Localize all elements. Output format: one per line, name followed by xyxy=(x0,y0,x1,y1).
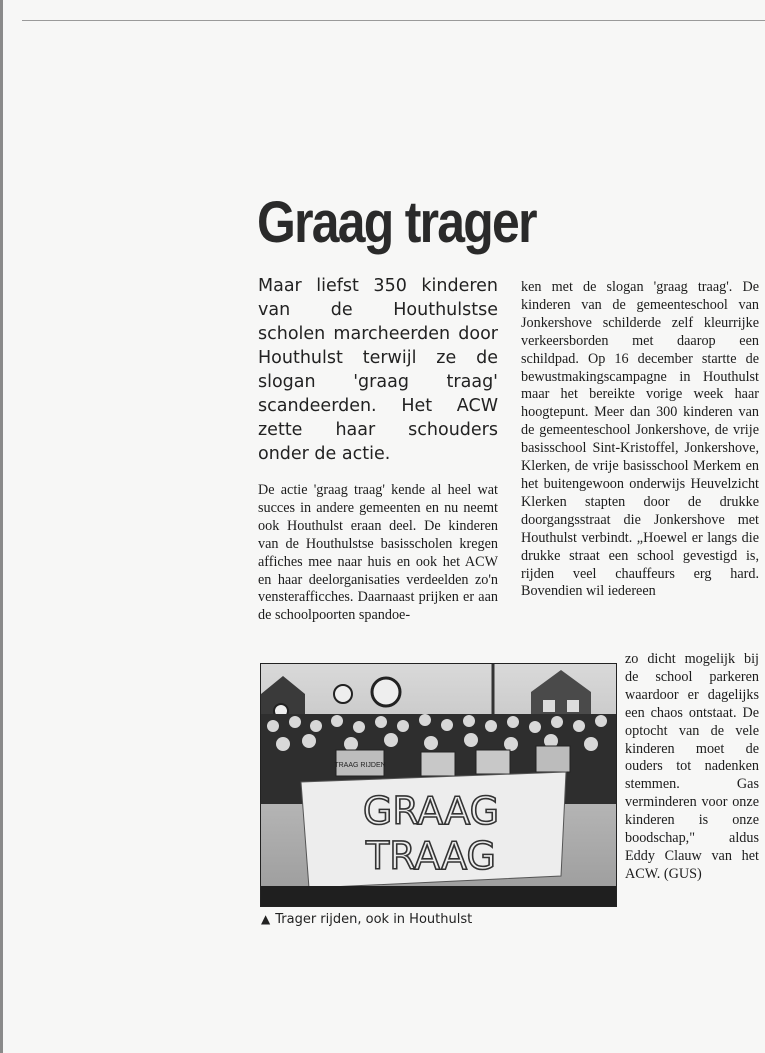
article-photo xyxy=(260,663,617,907)
headline: Graag trager xyxy=(257,190,536,255)
body-column-right-continued: zo dicht mogelijk bij de school parkeren waardoor er dagelijks een chaos ontstaat. De optocht van de vele kinderen moet de ouders tot nadenken stemmen. Gas verminderen voor onze kinderen is onze boodschap," aldus Eddy Clauw van het ACW. (GUS) xyxy=(625,651,759,882)
body-column-right: ken met de slogan 'graag traag'. De kinderen van de gemeenteschool van Jonkershove schilderde zelf kleurrijke verkeersborden met daarop een schildpad. Op 16 december startte de bewustmakingscampagne in Houthulst maar het bereikte vorige week haar hoogtepunt. Meer dan 300 kinderen van de gemeenteschool Jonkershove, de vrije basisschool Sint-Kristoffel, Jonkershove, Klerken, de vrije basisschool Merkem en het buitengewoon onderwijs Heuvelzicht Klerken stapten door de drukke doorgangsstraat die Jonkershove met Houthulst verbindt. „Hoewel er langs die drukke straat een school gevestigd is, rijden veel chauffeurs erg hard. Bovendien wil iedereen xyxy=(521,279,759,600)
photo-caption xyxy=(261,912,472,927)
body-column-left: De actie 'graag traag' kende al heel wat succes in andere gemeenten en nu neemt ook Houthulst eraan deel. De kinderen van de Houthulstse basisscholen kregen affiches mee naar huis en ook het ACW en haar deelorganisaties verdeelden zo'n vensterafficches. Daarnaast prijken er aan de schoolpoorten spandoe- xyxy=(258,482,498,624)
page-edge xyxy=(0,0,3,1053)
lead-paragraph: Maar liefst 350 kinderen van de Houthulstse scholen marcheerden door Houthulst terwijl ze de slogan 'graag traag' scandeerden. Het ACW zette haar schouders onder de actie. xyxy=(258,276,498,464)
banner-text-bottom: TRAAG xyxy=(366,834,496,878)
sign-text: TRAAG RIJDEN xyxy=(334,762,386,769)
page-rule xyxy=(22,20,765,21)
caption-marker-icon: ▲ xyxy=(261,912,271,926)
banner-text-top: GRAAG xyxy=(362,789,500,833)
caption-text: Trager rijden, ook in Houthulst xyxy=(275,912,473,927)
